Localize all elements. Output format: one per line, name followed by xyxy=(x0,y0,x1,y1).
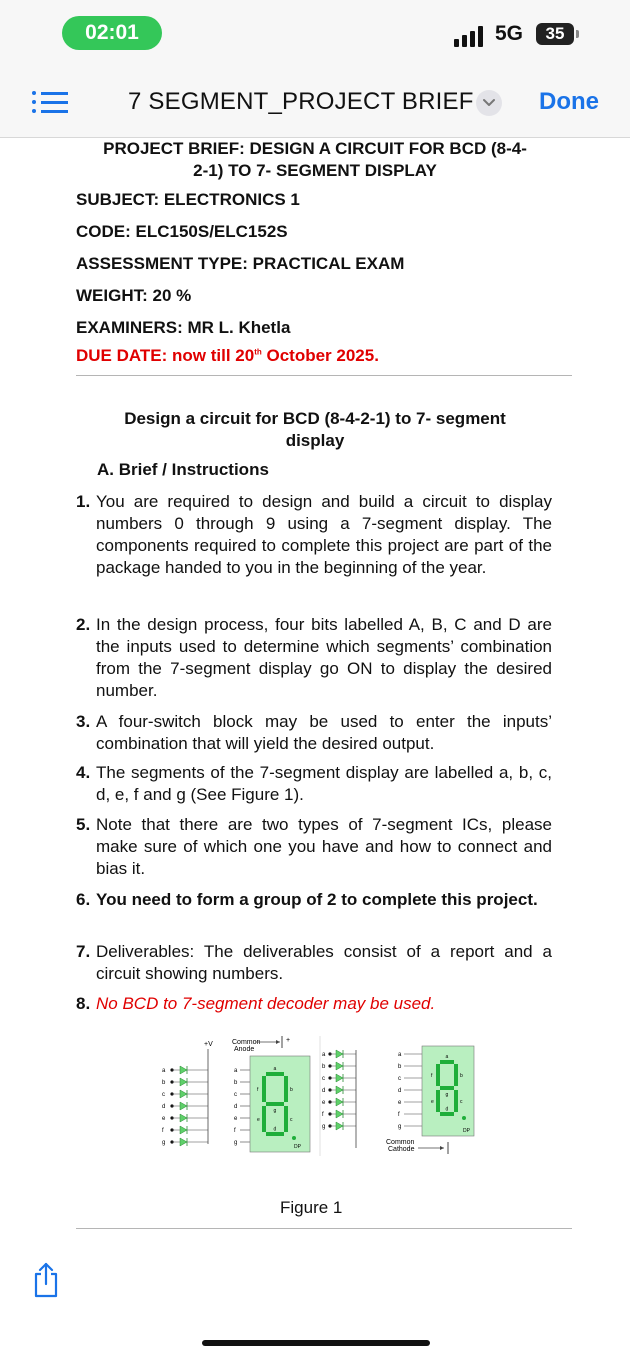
weight-line: WEIGHT: 20 % xyxy=(76,286,192,305)
list-icon[interactable] xyxy=(32,90,68,114)
subject-line: SUBJECT: ELECTRONICS 1 xyxy=(76,190,300,209)
divider-bottom xyxy=(76,1228,572,1229)
instruction-text: A four-switch block may be used to enter the inputs’ combination that will yield the desired output. xyxy=(96,712,552,753)
led-icon xyxy=(180,1102,187,1110)
right-digit-segment-c xyxy=(454,1090,458,1112)
network-type: 5G xyxy=(495,22,524,45)
divider-top xyxy=(76,375,572,376)
segment-letter: d xyxy=(322,1088,326,1094)
common-cathode-label: Common xyxy=(386,1139,415,1146)
segment-letter: f xyxy=(162,1128,164,1134)
assessment-type-line: ASSESSMENT TYPE: PRACTICAL EXAM xyxy=(76,254,405,273)
led-icon xyxy=(336,1050,343,1058)
left-digit-segment-label: d xyxy=(273,1126,277,1133)
segment-letter: c xyxy=(322,1076,325,1082)
due-date-sup: th xyxy=(254,347,262,357)
segment-letter: d xyxy=(162,1104,166,1110)
design-title-line1: Design a circuit for BCD (8-4-2-1) to 7- segment xyxy=(124,409,506,428)
led-icon xyxy=(180,1114,187,1122)
battery-icon: 35 xyxy=(536,23,574,45)
nav-bar xyxy=(0,64,630,138)
right-digit-segment-label: f xyxy=(431,1073,433,1079)
pin-letter: b xyxy=(398,1064,402,1070)
segment-letter: b xyxy=(162,1080,166,1086)
cathode-label: Cathode xyxy=(388,1146,415,1153)
examiners-line: EXAMINERS: MR L. Khetla xyxy=(76,318,291,337)
instruction-text: You need to form a group of 2 to complete this project. xyxy=(96,890,538,909)
led-icon xyxy=(180,1066,187,1074)
left-digit-segment-f xyxy=(262,1076,266,1102)
pin-letter: g xyxy=(234,1140,238,1146)
segment-letter: g xyxy=(162,1140,166,1146)
left-digit-segment-a xyxy=(266,1072,284,1076)
right-digit-segment-label: a xyxy=(445,1054,449,1060)
instruction-item xyxy=(76,762,552,806)
left-digit-segment-label: b xyxy=(290,1087,293,1093)
pin-letter: b xyxy=(234,1080,238,1086)
instruction-number: 5. xyxy=(76,815,91,834)
left-digit-segment-label: a xyxy=(273,1066,277,1072)
instruction-text: Deliverables: The deliverables consist of a report and a circuit showing numbers. xyxy=(96,942,552,983)
led-icon xyxy=(336,1086,343,1094)
right-digit-segment-a xyxy=(440,1060,454,1064)
due-date-suffix: October 2025. xyxy=(261,346,379,365)
instruction-number: 6. xyxy=(76,890,91,909)
home-indicator[interactable] xyxy=(202,1340,430,1346)
chevron-down-icon xyxy=(483,98,495,108)
instruction-number: 4. xyxy=(76,763,91,782)
section-heading: A. Brief / Instructions xyxy=(97,460,269,479)
title-menu-button[interactable] xyxy=(476,90,502,116)
left-digit-segment-b xyxy=(284,1076,288,1102)
instruction-number: 1. xyxy=(76,492,91,511)
pin-letter: e xyxy=(398,1100,402,1106)
segment-letter: c xyxy=(162,1092,165,1098)
led-icon xyxy=(336,1074,343,1082)
segment-letter: g xyxy=(322,1124,326,1130)
instruction-number: 8. xyxy=(76,994,91,1013)
right-digit-segment-label: d xyxy=(445,1106,449,1113)
left-digit-segment-label: g xyxy=(273,1108,277,1114)
led-icon xyxy=(180,1138,187,1146)
pin-letter: f xyxy=(234,1128,236,1134)
instruction-item xyxy=(76,614,552,702)
instruction-number: 7. xyxy=(76,942,91,961)
figure-caption: Figure 1 xyxy=(280,1198,343,1217)
left-digit-segment-e xyxy=(262,1106,266,1132)
instruction-item xyxy=(76,814,552,880)
design-title-line2: display xyxy=(285,431,345,450)
instruction-item xyxy=(76,889,552,911)
instruction-text: No BCD to 7-segment decoder may be used. xyxy=(96,994,436,1013)
led-icon xyxy=(180,1078,187,1086)
plus-v-label: +V xyxy=(204,1041,213,1048)
pin-letter: f xyxy=(398,1112,400,1118)
status-time: 02:01 xyxy=(62,16,162,50)
pin-letter: a xyxy=(398,1052,402,1058)
battery-nub xyxy=(576,30,579,38)
segment-letter: a xyxy=(162,1068,166,1074)
segment-letter: f xyxy=(322,1112,324,1118)
instruction-number: 2. xyxy=(76,615,91,634)
instruction-item xyxy=(76,491,552,579)
instruction-item xyxy=(76,711,552,755)
segment-letter: a xyxy=(322,1052,326,1058)
pin-letter: g xyxy=(398,1124,402,1130)
instruction-text: The segments of the 7-segment display are labelled a, b, c, d, e, f and g (See Figure 1). xyxy=(96,763,552,804)
plus-label: + xyxy=(286,1037,291,1044)
led-icon xyxy=(336,1098,343,1106)
document-title[interactable]: 7 SEGMENT_PROJECT BRIEF xyxy=(128,88,474,115)
right-digit-segment-label: g xyxy=(445,1092,449,1098)
done-button[interactable]: Done xyxy=(539,88,599,115)
instruction-text: In the design process, four bits labelled A, B, C and D are the inputs used to determine which segments’ combination from the 7-segment display go ON to display the desired number. xyxy=(96,615,552,700)
pin-letter: d xyxy=(234,1104,238,1110)
code-line: CODE: ELC150S/ELC152S xyxy=(76,222,288,241)
right-digit-segment-e xyxy=(436,1090,440,1112)
brief-title-line2: 2-1) TO 7- SEGMENT DISPLAY xyxy=(193,161,437,180)
common-cathode-diagram xyxy=(322,1046,474,1154)
led-icon xyxy=(336,1122,343,1130)
segment-letter: b xyxy=(322,1064,326,1070)
led-icon xyxy=(180,1126,187,1134)
due-date-prefix: DUE DATE: now till 20 xyxy=(76,346,255,365)
pin-letter: d xyxy=(398,1088,402,1094)
due-date-line xyxy=(76,346,379,366)
instruction-text: You are required to design and build a circuit to display numbers 0 through 9 using a 7-segment display. The components required to complete this project are part of the package handed to you in the beginning of the year. xyxy=(96,492,552,577)
led-icon xyxy=(336,1062,343,1070)
left-digit-segment-d xyxy=(266,1132,284,1136)
anode-label: Anode xyxy=(234,1046,255,1053)
segment-letter: e xyxy=(162,1116,166,1122)
dp-label-left: DP xyxy=(294,1144,301,1150)
left-digit-decimal-point xyxy=(292,1136,296,1140)
right-digit-segment-label: b xyxy=(460,1073,463,1079)
signal-strength-icon xyxy=(454,25,486,47)
right-digit-segment-b xyxy=(454,1064,458,1086)
design-title xyxy=(90,408,540,452)
pin-letter: a xyxy=(234,1068,238,1074)
segment-letter: e xyxy=(322,1100,326,1106)
left-digit-segment-label: c xyxy=(290,1117,293,1123)
pin-letter: c xyxy=(398,1076,401,1082)
common-anode-diagram xyxy=(162,1036,310,1152)
right-digit-decimal-point xyxy=(462,1116,466,1120)
pin-letter: c xyxy=(234,1092,237,1098)
instruction-number: 3. xyxy=(76,712,91,731)
right-digit-segment-f xyxy=(436,1064,440,1086)
brief-title-line1: PROJECT BRIEF: DESIGN A CIRCUIT FOR BCD (8-4- xyxy=(103,139,527,158)
status-bar xyxy=(0,0,630,64)
seven-segment-figure xyxy=(160,1036,480,1156)
left-digit-segment-label: e xyxy=(257,1117,260,1123)
right-digit-segment-d xyxy=(440,1112,454,1116)
instruction-text: Note that there are two types of 7-segment ICs, please make sure of which one you have and how to connect and bias it. xyxy=(96,815,552,878)
led-icon xyxy=(180,1090,187,1098)
pin-letter: e xyxy=(234,1116,238,1122)
right-digit-segment-g xyxy=(440,1086,454,1090)
left-digit-segment-c xyxy=(284,1106,288,1132)
led-icon xyxy=(336,1110,343,1118)
left-digit-segment-label: f xyxy=(257,1087,259,1093)
right-digit-segment-label: c xyxy=(460,1099,463,1105)
dp-label-right: DP xyxy=(463,1128,470,1134)
right-digit-segment-label: e xyxy=(431,1099,434,1105)
brief-title xyxy=(76,138,554,182)
instruction-item xyxy=(76,993,552,1015)
common-anode-label: Common xyxy=(232,1039,261,1046)
instruction-item xyxy=(76,941,552,985)
share-icon[interactable] xyxy=(30,1262,62,1298)
left-digit-segment-g xyxy=(266,1102,284,1106)
